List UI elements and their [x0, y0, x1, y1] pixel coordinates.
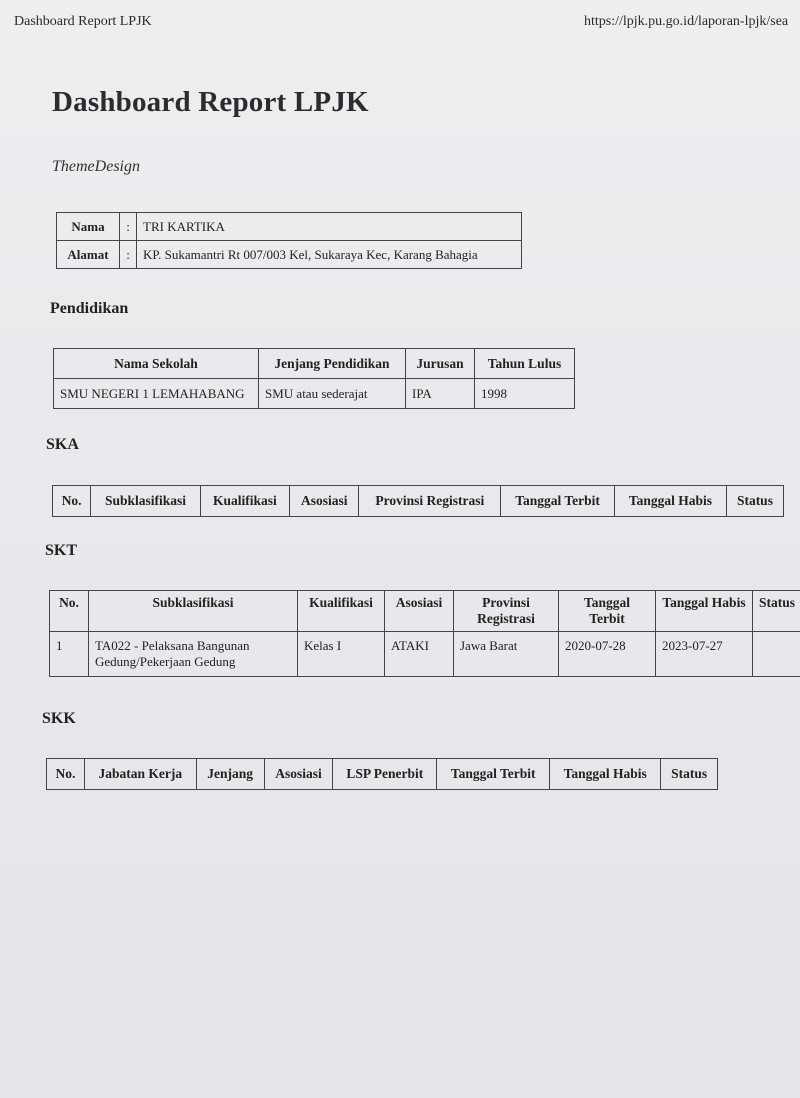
skt-cell-issue-date: 2020-07-28 — [559, 632, 656, 677]
skt-cell-no: 1 — [50, 632, 89, 677]
print-header-title: Dashboard Report LPJK — [14, 14, 152, 29]
education-cell-major: IPA — [406, 379, 475, 409]
education-cell-level: SMU atau sederajat — [259, 379, 406, 409]
education-cell-year: 1998 — [475, 379, 575, 409]
alamat-value: KP. Sukamantri Rt 007/003 Kel, Sukaraya Kec, Karang Bahagia — [137, 241, 522, 269]
table-row — [50, 632, 800, 677]
skk-header-cell: No. — [47, 759, 85, 790]
skt-cell-association: ATAKI — [385, 632, 454, 677]
identity-row-alamat — [57, 241, 522, 269]
skk-header-cell: Tanggal Terbit — [437, 759, 550, 790]
skt-header-cell: Kualifikasi — [298, 591, 385, 632]
skk-header-row — [47, 759, 718, 790]
skt-header-cell: Asosiasi — [385, 591, 454, 632]
skk-header-cell: Asosiasi — [264, 759, 333, 790]
ska-header-row — [53, 486, 784, 517]
education-header-cell: Jenjang Pendidikan — [259, 349, 406, 379]
skt-cell-subclass: TA022 - Pelaksana Bangunan Gedung/Pekerjaan Gedung — [89, 632, 298, 677]
skt-cell-qualification: Kelas I — [298, 632, 385, 677]
alamat-label: Alamat — [57, 241, 120, 269]
nama-separator: : — [120, 213, 137, 241]
ska-header-cell: Kualifikasi — [200, 486, 289, 517]
ska-header-cell: Provinsi Registrasi — [359, 486, 501, 517]
education-header-cell: Jurusan — [406, 349, 475, 379]
section-title-ska: SKA — [46, 436, 79, 453]
skk-header-cell: Jabatan Kerja — [84, 759, 196, 790]
skt-header-cell: No. — [50, 591, 89, 632]
print-header-url: https://lpjk.pu.go.id/laporan-lpjk/sea — [584, 14, 789, 29]
section-title-skt: SKT — [45, 542, 78, 559]
education-header-row — [54, 349, 575, 379]
identity-row-nama — [57, 213, 522, 241]
education-table — [53, 348, 575, 409]
table-row — [54, 379, 575, 409]
skt-cell-status — [753, 632, 800, 677]
nama-label: Nama — [57, 213, 120, 241]
skt-cell-province: Jawa Barat — [454, 632, 559, 677]
skt-header-cell: Tanggal Habis — [656, 591, 753, 632]
ska-header-cell: Subklasifikasi — [91, 486, 200, 517]
page-title: Dashboard Report LPJK — [52, 86, 369, 118]
skt-cell-expiry-date: 2023-07-27 — [656, 632, 753, 677]
skk-header-cell: Jenjang — [196, 759, 264, 790]
ska-table — [52, 485, 784, 517]
skt-header-cell: Subklasifikasi — [89, 591, 298, 632]
ska-header-cell: Tanggal Terbit — [501, 486, 615, 517]
section-title-skk: SKK — [42, 710, 76, 727]
skt-header-cell: Provinsi Registrasi — [454, 591, 559, 632]
skk-header-cell: Tanggal Habis — [550, 759, 661, 790]
ska-header-cell: Status — [726, 486, 783, 517]
skk-header-cell: LSP Penerbit — [333, 759, 437, 790]
education-header-cell: Tahun Lulus — [475, 349, 575, 379]
identity-table — [56, 212, 522, 269]
education-cell-school: SMU NEGERI 1 LEMAHABANG — [54, 379, 259, 409]
skt-header-cell: Tanggal Terbit — [559, 591, 656, 632]
theme-label: ThemeDesign — [52, 158, 140, 175]
section-title-pendidikan: Pendidikan — [50, 300, 129, 317]
skt-header-row — [50, 591, 800, 632]
skk-table — [46, 758, 718, 790]
alamat-separator: : — [120, 241, 137, 269]
nama-value: TRI KARTIKA — [137, 213, 522, 241]
skk-header-cell: Status — [661, 759, 718, 790]
ska-header-cell: No. — [53, 486, 91, 517]
education-header-cell: Nama Sekolah — [54, 349, 259, 379]
skt-header-cell: Status — [753, 591, 800, 632]
ska-header-cell: Asosiasi — [290, 486, 359, 517]
ska-header-cell: Tanggal Habis — [614, 486, 726, 517]
skt-table — [49, 590, 800, 677]
